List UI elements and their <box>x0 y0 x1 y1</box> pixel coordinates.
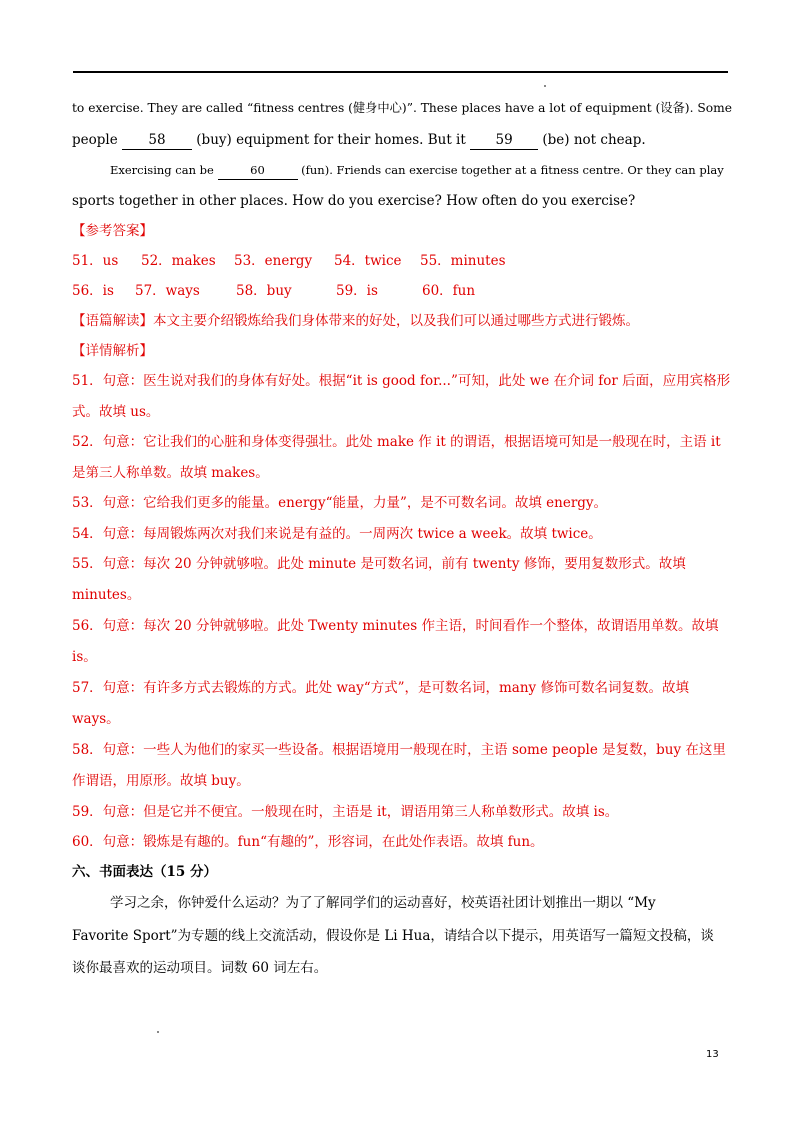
answer-item: 56．is <box>72 283 114 299</box>
passage-text: people <box>72 132 122 148</box>
passage-text: (buy) equipment for their homes. But it <box>192 132 471 148</box>
page-number: 13 <box>706 1049 719 1060</box>
answer-item: 59．is <box>336 283 378 299</box>
explanation-line: 式。故填 us。 <box>72 404 160 420</box>
section-title: 六、书面表达（15 分） <box>72 864 217 880</box>
blank-59: 59 <box>470 131 538 150</box>
passage-line-2 <box>72 131 732 150</box>
answer-item: 55．minutes <box>420 253 506 269</box>
answers-row-2 <box>72 282 732 300</box>
summary-text: 【语篇解读】本文主要介绍锻炼给我们身体带来的好处，以及我们可以通过哪些方式进行锻炼。 <box>72 313 639 329</box>
answer-item: 60．fun <box>422 283 476 299</box>
explanation-line: ways。 <box>72 711 120 727</box>
scan-dot <box>157 1031 159 1033</box>
explanation-line: 是第三人称单数。故填 makes。 <box>72 465 269 481</box>
answers-row-1 <box>72 252 732 270</box>
explanation-line: 55．句意：每次 20 分钟就够啦。此处 minute 是可数名词，前有 twenty 修饰，要用复数形式。故填 <box>72 556 686 572</box>
explanation-line: 59．句意：但是它并不便宜。一般现在时，主语是 it，谓语用第三人称单数形式。故填 is。 <box>72 804 619 820</box>
passage-text: Exercising can be <box>110 163 218 177</box>
explanation-line: 51．句意：医生说对我们的身体有好处。根据“it is good for...”可知，此处 we 在介词 for 后面，应用宾格形 <box>72 373 731 389</box>
scan-dot <box>544 85 546 87</box>
answer-item: 58．buy <box>236 283 292 299</box>
explanation-line: 60．句意：锻炼是有趣的。fun“有趣的”，形容词，在此处作表语。故填 fun。 <box>72 834 544 850</box>
header-rule <box>73 71 728 73</box>
explanation-line: 52．句意：它让我们的心脏和身体变得强壮。此处 make 作 it 的谓语，根据语境可知是一般现在时，主语 it <box>72 434 721 450</box>
passage-line-4: sports together in other places. How do you exercise? How often do you exercise? <box>72 193 636 209</box>
answer-heading: 【参考答案】 <box>72 223 153 239</box>
detail-heading: 【详情解析】 <box>72 343 153 359</box>
answer-item: 53．energy <box>234 253 313 269</box>
explanation-line: 58．句意：一些人为他们的家买一些设备。根据语境用一般现在时，主语 some people 是复数，buy 在这里 <box>72 742 726 758</box>
passage-line-3 <box>110 161 732 180</box>
writing-prompt-line: 学习之余，你钟爱什么运动？为了了解同学们的运动喜好，校英语社团计划推出一期以 “My <box>110 895 656 911</box>
writing-prompt-line: Favorite Sport”为专题的线上交流活动，假设你是 Li Hua，请结合以下提示，用英语写一篇短文投稿，谈 <box>72 928 714 944</box>
answer-item: 51．us <box>72 253 119 269</box>
passage-text: (fun). Friends can exercise together at a fitness centre. Or they can play <box>297 163 724 177</box>
explanation-line: is。 <box>72 649 97 665</box>
explanation-line: 53．句意：它给我们更多的能量。energy“能量，力量”，是不可数名词。故填 energy。 <box>72 495 608 511</box>
answer-item: 57．ways <box>135 283 200 299</box>
explanation-line: 作谓语，用原形。故填 buy。 <box>72 773 250 789</box>
explanation-line: 54．句意：每周锻炼两次对我们来说是有益的。一周两次 twice a week。故填 twice。 <box>72 526 602 542</box>
explanation-line: minutes。 <box>72 587 141 603</box>
answer-item: 54．twice <box>334 253 402 269</box>
explanation-line: 56．句意：每次 20 分钟就够啦。此处 Twenty minutes 作主语，时间看作一个整体，故谓语用单数。故填 <box>72 618 719 634</box>
passage-line-1: to exercise. They are called “fitness centres (健身中心)”. These places have a lot of equipment (设备). Some <box>72 101 732 115</box>
writing-prompt-line: 谈你最喜欢的运动项目。词数 60 词左右。 <box>72 960 328 976</box>
explanation-line: 57．句意：有许多方式去锻炼的方式。此处 way“方式”，是可数名词，many 修饰可数名词复数。故填 <box>72 680 689 696</box>
answer-item: 52．makes <box>141 253 216 269</box>
blank-58: 58 <box>122 131 192 150</box>
blank-60: 60 <box>218 161 298 180</box>
passage-text: (be) not cheap. <box>538 132 646 148</box>
